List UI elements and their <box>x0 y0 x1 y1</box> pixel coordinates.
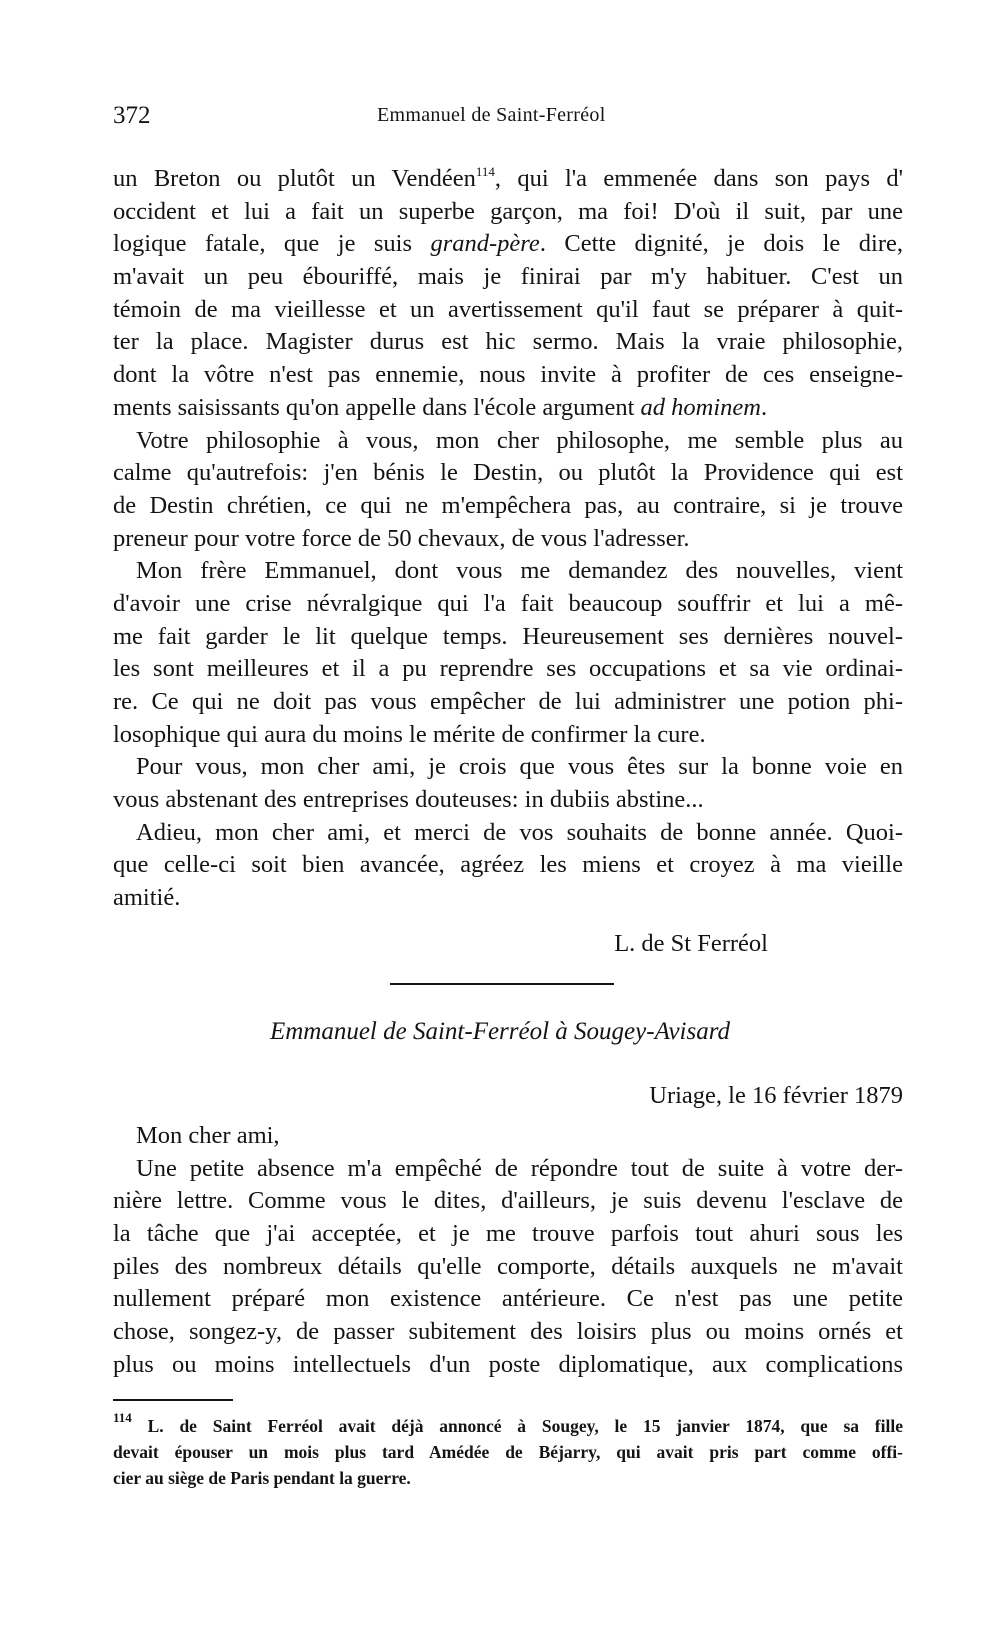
dateline: Uriage, le 16 février 1879 <box>649 1082 903 1109</box>
text-line: les sont meilleures et il a pu reprendre ses occupations et sa vie ordinai- <box>113 655 903 683</box>
text-line: un Breton ou plutôt un Vendéen$^{114}$, qui l'a emmenée dans son pays d' <box>113 164 903 192</box>
text-line: amitié. <box>113 884 181 912</box>
text-line: ter la place. Magister durus est hic sermo. Mais la vraie philosophie, <box>113 328 903 356</box>
letter-body-1 <box>113 163 903 915</box>
text-line: nullement préparé mon existence antérieure. Ce n'est pas une petite <box>113 1285 903 1313</box>
running-head: Emmanuel de Saint-Ferréol <box>377 104 606 126</box>
footnote-line: devait épouser un mois plus tard Amédée de Béjarry, qui avait pris part comme offi- <box>113 1442 903 1462</box>
text-line: m'avait un peu ébouriffé, mais je finirai par m'y habituer. C'est un <box>113 263 903 291</box>
text-line: nière lettre. Comme vous le dites, d'ailleurs, je suis devenu l'esclave de <box>113 1187 903 1215</box>
letter-title: Emmanuel de Saint-Ferréol à Sougey-Avisard <box>269 1018 731 1045</box>
text-line: calme qu'autrefois: j'en bénis le Destin, ou plutôt la Providence qui est <box>113 459 903 487</box>
text-line: Une petite absence m'a empêché de répondre tout de suite à votre der- <box>136 1154 903 1182</box>
text-line: re. Ce qui ne doit pas vous empêcher de lui administrer une potion phi- <box>113 688 903 715</box>
signature: L. de St Ferréol <box>614 930 768 957</box>
text-line: de Destin chrétien, ce qui ne m'empêchera pas, au contraire, si je trouve <box>113 491 903 519</box>
footnote-divider <box>113 1399 233 1401</box>
text-line: plus ou moins intellectuels d'un poste diplomatique, aux complications <box>113 1350 903 1378</box>
text-line: me fait garder le lit quelque temps. Heureusement ses dernières nouvel- <box>113 622 903 650</box>
footnote <box>113 1410 903 1491</box>
text-line: Adieu, mon cher ami, et merci de vos souhaits de bonne année. Quoi- <box>136 818 903 846</box>
footnote-marker: 114 <box>113 1410 132 1425</box>
text-line: logique fatale, que je suis grand-père. Cette dignité, je dois le dire, <box>113 230 903 258</box>
text-line: preneur pour votre force de 50 chevaux, de vous l'adresser. <box>113 524 690 552</box>
footnote-line: cier au siège de Paris pendant la guerre. <box>113 1468 411 1488</box>
text-line: chose, songez-y, de passer subitement des loisirs plus ou moins ornés et <box>113 1318 903 1346</box>
text-line: témoin de ma vieillesse et un avertissement qu'il faut se préparer à quit- <box>113 295 903 323</box>
page-number: 372 <box>113 102 151 129</box>
text-line: d'avoir une crise névralgique qui l'a fait beaucoup souffrir et lui a mê- <box>113 589 903 617</box>
footnote-reference: 114 <box>475 164 495 179</box>
text-line: ments saisissants qu'on appelle dans l'école argument ad hominem. <box>113 393 768 421</box>
text-line: piles des nombreux détails qu'elle comporte, détails auxquels ne m'avait <box>113 1252 903 1280</box>
text-line: losophique qui aura du moins le mérite de confirmer la cure. <box>113 720 706 748</box>
section-divider <box>390 983 614 985</box>
text-line: Pour vous, mon cher ami, je crois que vous êtes sur la bonne voie en <box>136 753 903 781</box>
text-line: Mon frère Emmanuel, dont vous me demandez des nouvelles, vient <box>136 557 903 585</box>
text-line: occident et lui a fait un superbe garçon, ma foi! D'où il suit, par une <box>113 197 903 225</box>
italic-phrase: grand-père <box>430 230 540 258</box>
italic-phrase: ad hominem <box>640 393 761 421</box>
page-header <box>113 102 903 142</box>
letter-body-2 <box>113 1120 903 1382</box>
text-line: Votre philosophie à vous, mon cher philosophe, me semble plus au <box>136 426 903 454</box>
text-line: vous abstenant des entreprises douteuses: in dubiis abstine... <box>113 786 704 814</box>
salutation: Mon cher ami, <box>136 1122 280 1149</box>
text-line: que celle-ci soit bien avancée, agréez les miens et croyez à ma vieille <box>113 851 903 879</box>
text-line: la tâche que j'ai acceptée, et je me trouve parfois tout ahuri sous les <box>113 1220 903 1248</box>
text-line: dont la vôtre n'est pas ennemie, nous invite à profiter de ces enseigne- <box>113 361 903 389</box>
footnote-line: $^{114}$ L. de Saint Ferréol avait déjà annoncé à Sougey, le 15 janvier 1874, que sa fille <box>113 1410 903 1436</box>
